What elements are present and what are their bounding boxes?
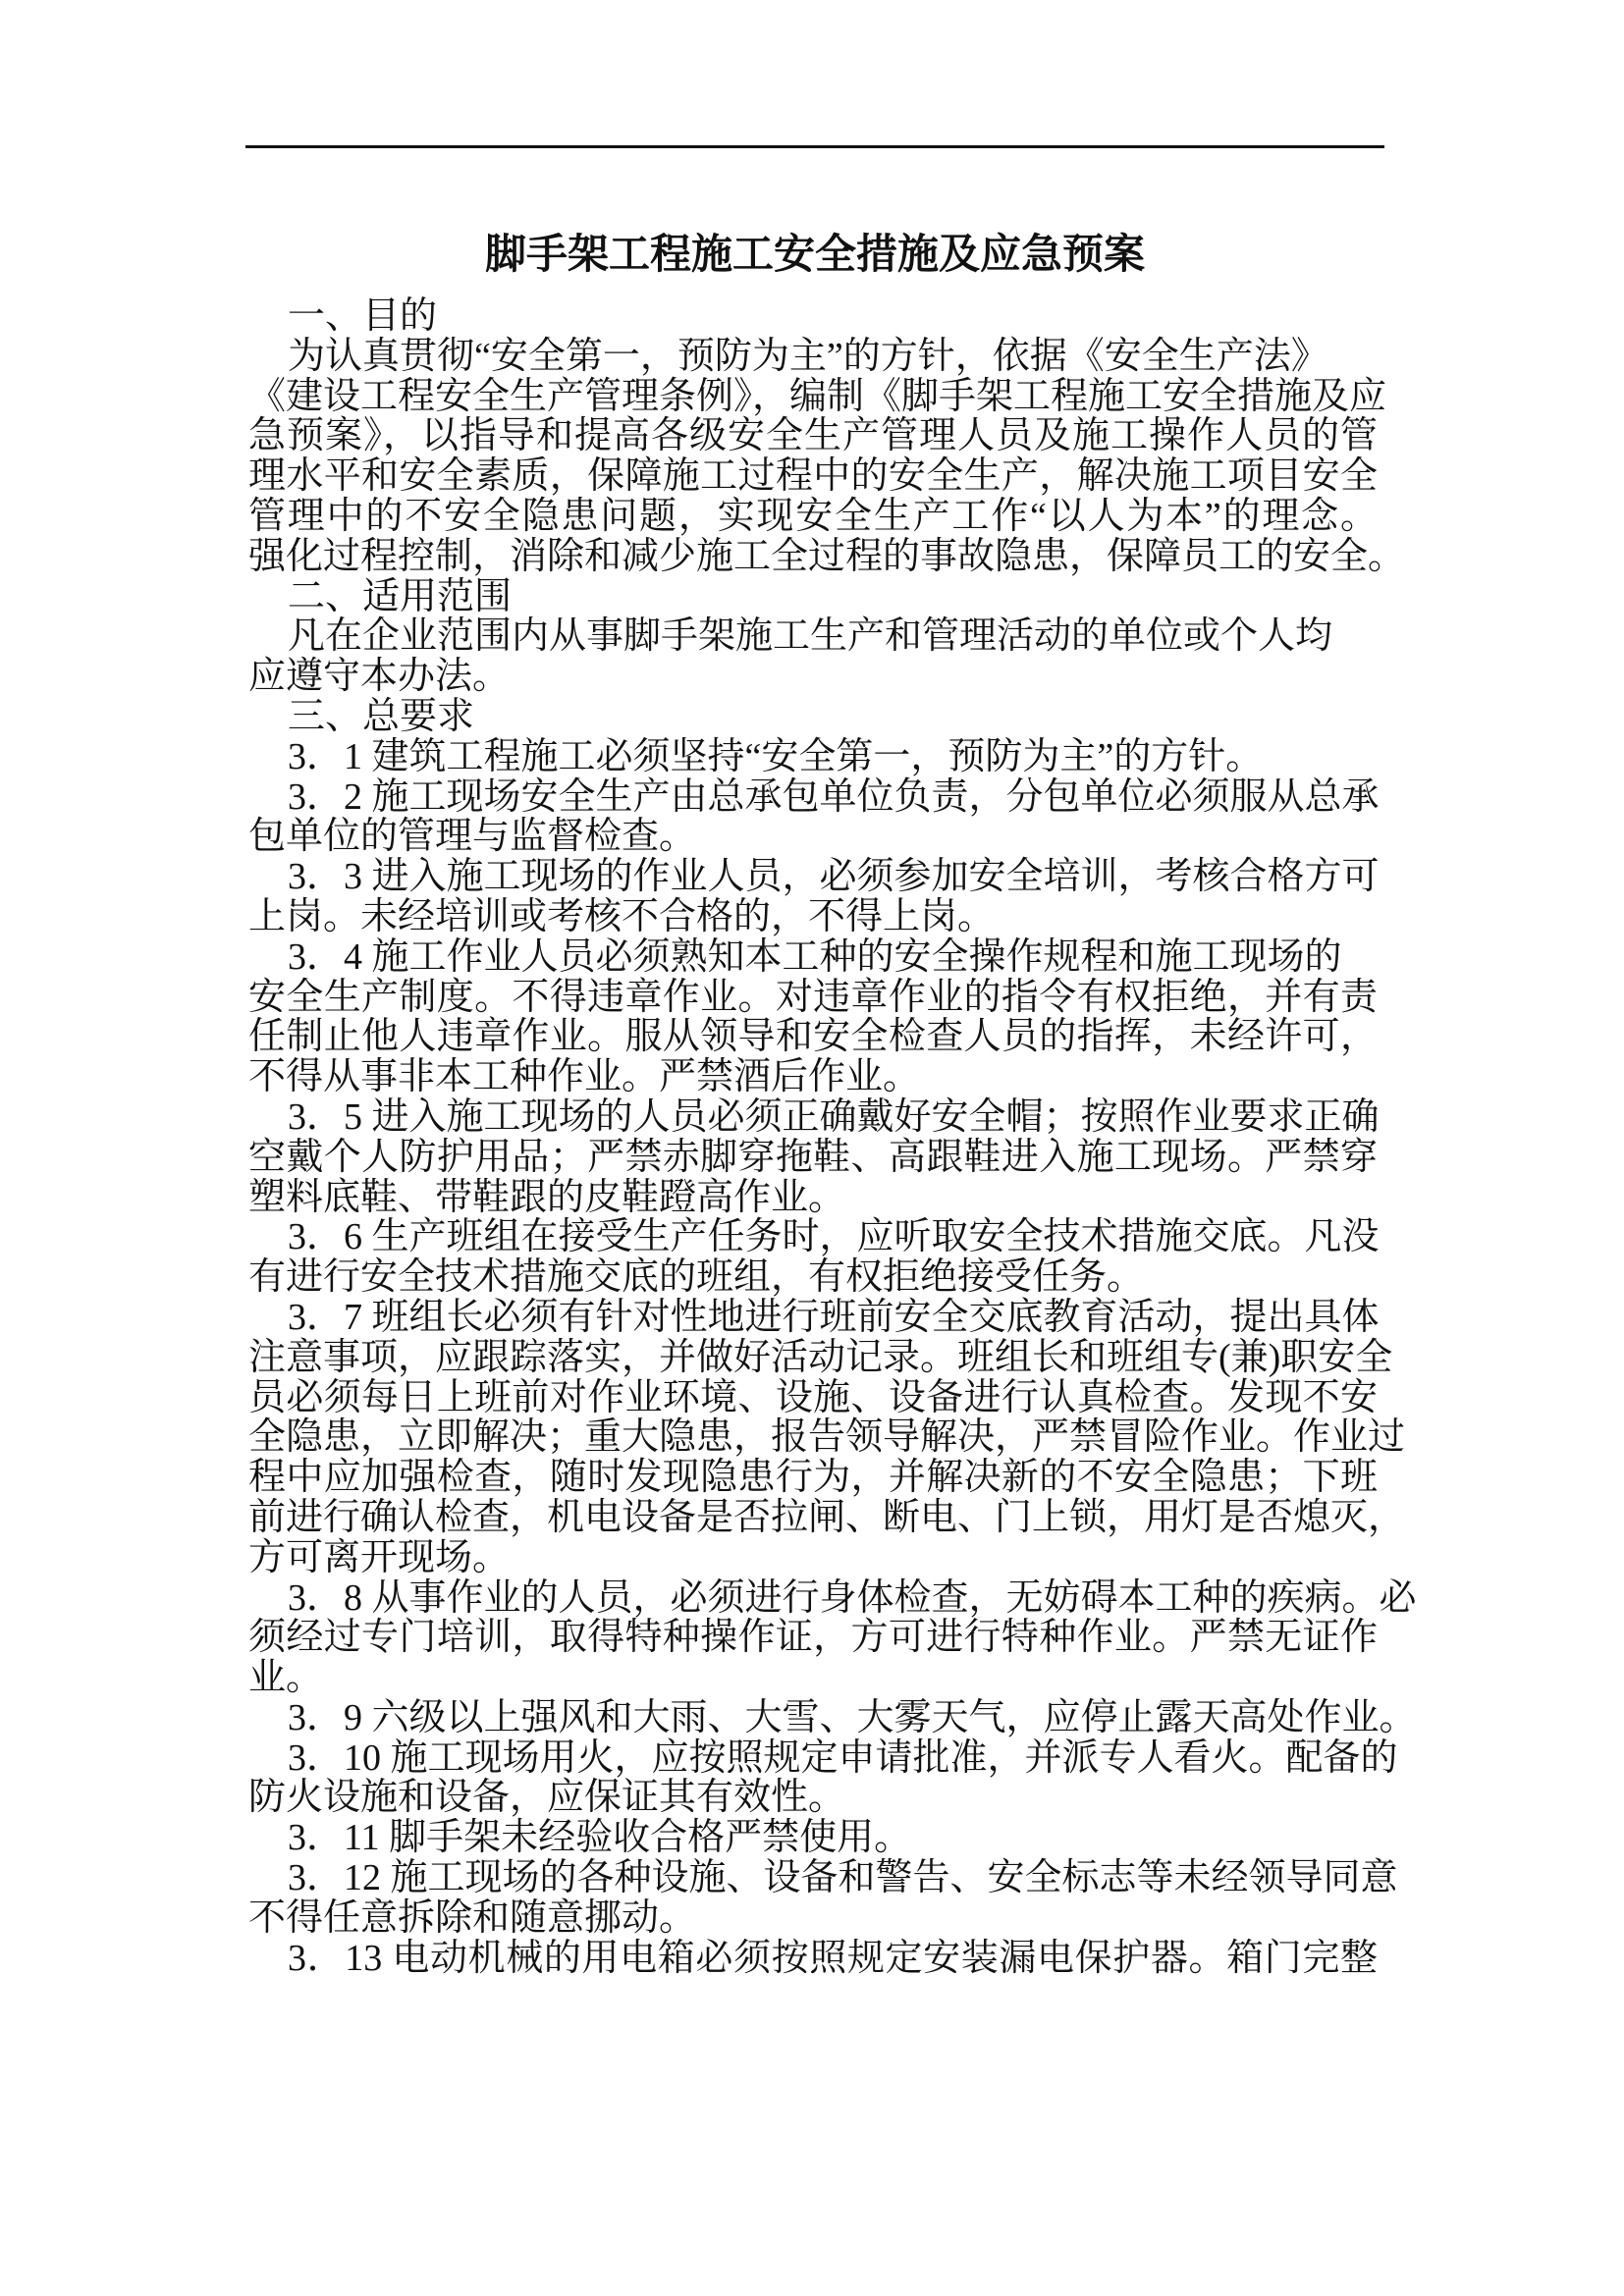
text-line: 程中应加强检查，随时发现隐患行为，并解决新的不安全隐患；下班 [248,1457,1378,1499]
text-line: 方可离开现场。 [248,1536,511,1578]
text-line: 急预案》，以指导和提高各级安全生产管理人员及施工操作人员的管 [248,415,1378,457]
text-line: 三、总要求 [288,695,475,737]
text-line: 包单位的管理与监督检查。 [248,816,697,858]
text-line: 3．3 进入施工现场的作业人员，必须参加安全培训，考核合格方可 [288,856,1380,898]
text-line: 管理中的不安全隐患问题，实现安全生产工作“以人为本”的理念。 [248,495,1378,537]
document-body [248,295,1417,1979]
text-line: 全隐患，立即解决；重大隐患，报告领导解决，严禁冒险作业。作业过 [248,1416,1406,1459]
text-line: 为认真贯彻“安全第一，预防为主”的方针，依据《安全生产法》 [288,335,1328,377]
text-line: 注意事项，应跟踪落实，并做好活动记录。班组长和班组专(兼)职安全 [248,1336,1393,1378]
text-line: 不得任意拆除和随意挪动。 [248,1896,697,1939]
text-line: 3．1 建筑工程施工必须坚持“安全第一，预防为主”的方针。 [288,735,1264,777]
text-line: 上岗。未经培训或考核不合格的，不得上岗。 [248,895,996,937]
text-line: 任制止他人违章作业。服从领导和安全检查人员的指挥，未经许可， [248,1016,1378,1058]
text-line: 3．6 生产班组在接受生产任务时，应听取安全技术措施交底。凡没 [288,1216,1380,1258]
text-line: 3．2 施工现场安全生产由总承包单位负责，分包单位必须服从总承 [288,775,1380,818]
text-line: 二、适用范围 [288,575,513,617]
text-line: 不得从事非本工种作业。严禁酒后作业。 [248,1056,921,1098]
text-line: 员必须每日上班前对作业环境、设施、设备进行认真检查。发现不安 [248,1376,1378,1418]
text-line: 3．4 施工作业人员必须熟知本工种的安全操作规程和施工现场的 [288,935,1342,978]
text-line: 3．7 班组长必须有针对性地进行班前安全交底教育活动，提出具体 [288,1296,1380,1338]
text-line: 理水平和安全素质，保障施工过程中的安全生产，解决施工项目安全 [248,455,1378,498]
text-line: 强化过程控制，消除和减少施工全过程的事故隐患，保障员工的安全。 [248,535,1406,577]
text-line: 防火设施和设备，应保证其有效性。 [248,1777,846,1819]
text-line: 有进行安全技术措施交底的班组，有权拒绝接受任务。 [248,1256,1145,1299]
text-line: 一、目的 [288,295,438,337]
text-line: 3．11 脚手架未经验收合格严禁使用。 [288,1817,912,1859]
text-line: 3．8 从事作业的人员，必须进行身体检查，无妨碍本工种的疾病。必 [288,1576,1417,1619]
text-line: 前进行确认检查，机电设备是否拉闸、断电、门上锁，用灯是否熄灭， [248,1496,1406,1538]
text-line: 须经过专门培训，取得特种操作证，方可进行特种作业。严禁无证作 [248,1617,1378,1659]
text-line: 应遵守本办法。 [248,656,511,698]
header-rule [245,145,1384,148]
text-line: 塑料底鞋、带鞋跟的皮鞋蹬高作业。 [248,1176,846,1218]
text-line: 《建设工程安全生产管理条例》，编制《脚手架工程施工安全措施及应 [248,375,1387,417]
text-line: 业。 [248,1657,324,1699]
text-line: 空戴个人防护用品；严禁赤脚穿拖鞋、高跟鞋进入施工现场。严禁穿 [248,1136,1378,1178]
document-title: 脚手架工程施工安全措施及应急预案 [484,233,1145,278]
text-line: 3．10 施工现场用火，应按照规定申请批准，并派专人看火。配备的 [288,1736,1398,1779]
text-line: 3．9 六级以上强风和大雨、大雪、大雾天气，应停止露天高处作业。 [288,1696,1417,1738]
text-line: 3．13 电动机械的用电箱必须按照规定安装漏电保护器。箱门完整 [288,1937,1378,1979]
text-line: 3．12 施工现场的各种设施、设备和警告、安全标志等未经领导同意 [288,1857,1398,1899]
text-line: 凡在企业范围内从事脚手架施工生产和管理活动的单位或个人均 [288,615,1333,658]
text-line: 3．5 进入施工现场的人员必须正确戴好安全帽；按照作业要求正确 [288,1095,1380,1138]
text-line: 安全生产制度。不得违章作业。对违章作业的指令有权拒绝，并有责 [248,976,1378,1018]
